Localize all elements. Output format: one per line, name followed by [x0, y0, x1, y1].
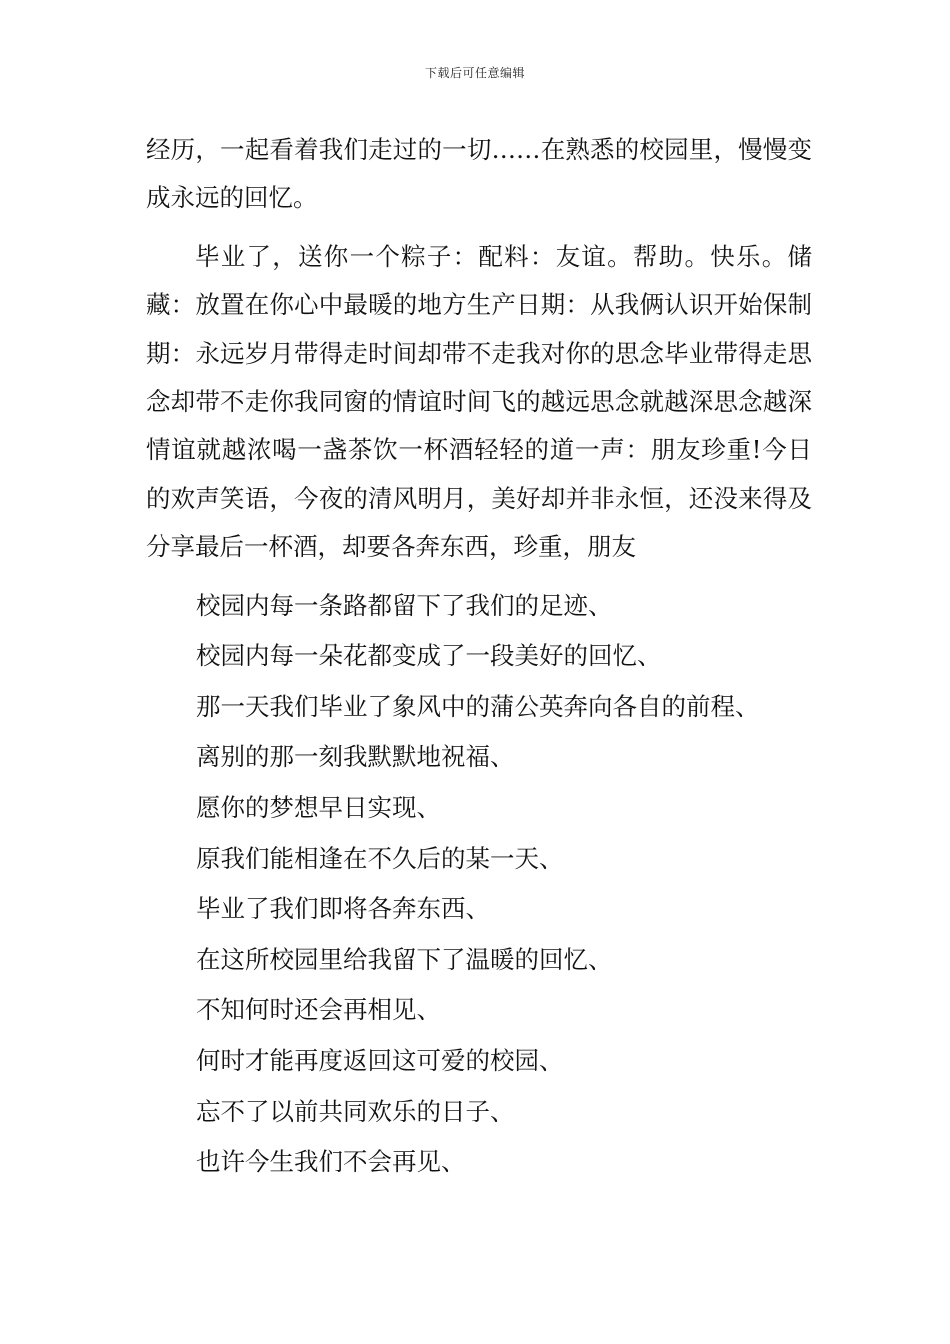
poem-line: 也许今生我们不会再见、 [196, 1147, 466, 1177]
poem-line: 离别的那一刻我默默地祝福、 [196, 742, 515, 772]
poem-line: 校园内每一朵花都变成了一段美好的回忆、 [196, 641, 662, 671]
poem-line: 愿你的梦想早日实现、 [196, 793, 441, 823]
poem-line: 何时才能再度返回这可爱的校园、 [196, 1046, 564, 1075]
poem-line: 毕业了我们即将各奔东西、 [196, 894, 490, 924]
page-header: 下载后可任意编辑 [424, 66, 525, 80]
paragraph-continuation: 经历，一起看着我们走过的一切……在熟悉的校园里，慢慢变成永远的回忆。 [146, 135, 812, 213]
paragraph-zongzi: 毕业了，送你一个粽子：配料：友谊。帮助。快乐。储藏：放置在你心中最暖的地方生产日期：从我俩认识开始保制期：永远岁月带得走时间却带不走我对你的思念毕业带得走思念却带不走你我同窗的情谊时间飞的越远思念就越深思念越深情谊就越浓喝一盏茶饮一杯酒轻轻的道一声：朋友珍重!今日的欢声笑语，今夜的清风明月，美好却并非永恒，还没来得及分享最后一杯酒，却要各奔东西，珍重，朋友 [146, 241, 812, 562]
poem-line: 校园内每一条路都留下了我们的足迹、 [196, 590, 613, 620]
poem-line: 在这所校园里给我留下了温暖的回忆、 [196, 944, 613, 974]
poem-line: 原我们能相逢在不久后的某一天、 [196, 843, 564, 873]
poem-lines [146, 582, 812, 1189]
poem-line: 那一天我们毕业了象风中的蒲公英奔向各自的前程、 [196, 691, 760, 721]
poem-line: 忘不了以前共同欢乐的日子、 [196, 1096, 515, 1126]
poem-line: 不知何时还会再相见、 [196, 995, 441, 1025]
document-body [146, 126, 812, 1189]
